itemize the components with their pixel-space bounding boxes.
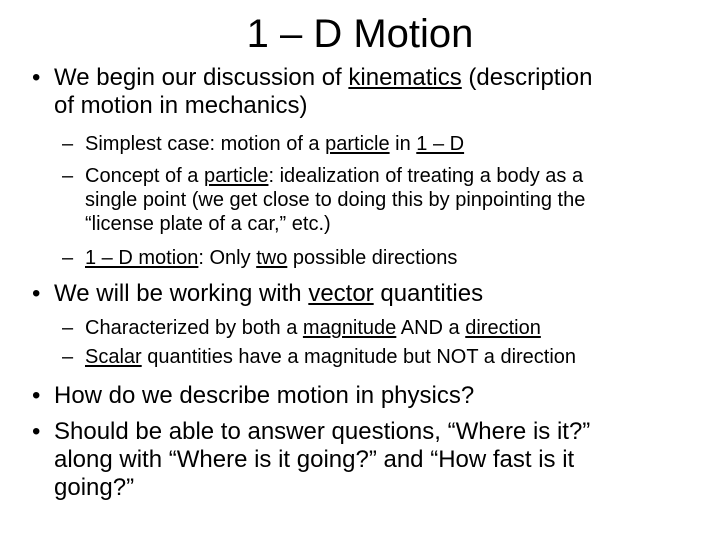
text-line: of motion in mechanics)	[54, 92, 308, 119]
bullet-text	[54, 64, 694, 120]
underlined-term-two: two	[256, 247, 288, 269]
subbullet-marker: –	[62, 247, 74, 269]
underlined-term-scalar: Scalar	[85, 346, 142, 368]
text-line: along with “Where is it going?” and “How fast is it	[54, 446, 575, 473]
underlined-term-kinematics: kinematics	[348, 64, 462, 91]
subbullet-text: 1 – D motion: Only two possible directions	[85, 247, 458, 269]
bullet-text: We will be working with vector quantities	[54, 280, 484, 307]
underlined-term-particle: particle	[325, 133, 390, 155]
text-line: We begin our discussion of kinematics (description	[54, 64, 593, 91]
underlined-term-vector: vector	[308, 280, 374, 307]
subbullet-marker: –	[62, 133, 74, 155]
text-line: single point (we get close to doing this by pinpointing the	[85, 189, 586, 211]
bullet-marker: •	[32, 280, 41, 307]
bullet-marker: •	[32, 64, 41, 91]
underlined-term-particle: particle	[203, 165, 269, 187]
bullet-text	[54, 418, 694, 502]
text-line: “license plate of a car,” etc.)	[85, 213, 331, 235]
subbullet-text: Scalar quantities have a magnitude but NOT a direction	[85, 346, 577, 368]
underlined-term-1d-motion: 1 – D motion	[85, 247, 199, 269]
subbullet-marker: –	[62, 165, 74, 187]
text-line: going?”	[54, 474, 135, 501]
subbullet-text: Simplest case: motion of a particle in 1 – D	[85, 133, 465, 155]
underlined-term-direction: direction	[465, 317, 541, 339]
subbullet-marker: –	[62, 346, 74, 368]
subbullet-marker: –	[62, 317, 74, 339]
slide-title: 1 – D Motion	[246, 12, 474, 56]
underlined-term-1d: 1 – D	[416, 133, 465, 155]
bullet-text: How do we describe motion in physics?	[54, 382, 475, 409]
bullet-marker: •	[32, 382, 41, 409]
subbullet-text: Characterized by both a magnitude AND a direction	[85, 317, 541, 339]
subbullet-text: Concept of a particle: idealization of treating a body as a single point (we get close to doing this by pinpointing the “license plate of a car,” etc.)	[85, 164, 695, 236]
text-line: Should be able to answer questions, “Where is it?”	[54, 418, 591, 445]
underlined-term-magnitude: magnitude	[302, 317, 397, 339]
bullet-marker: •	[32, 418, 41, 445]
